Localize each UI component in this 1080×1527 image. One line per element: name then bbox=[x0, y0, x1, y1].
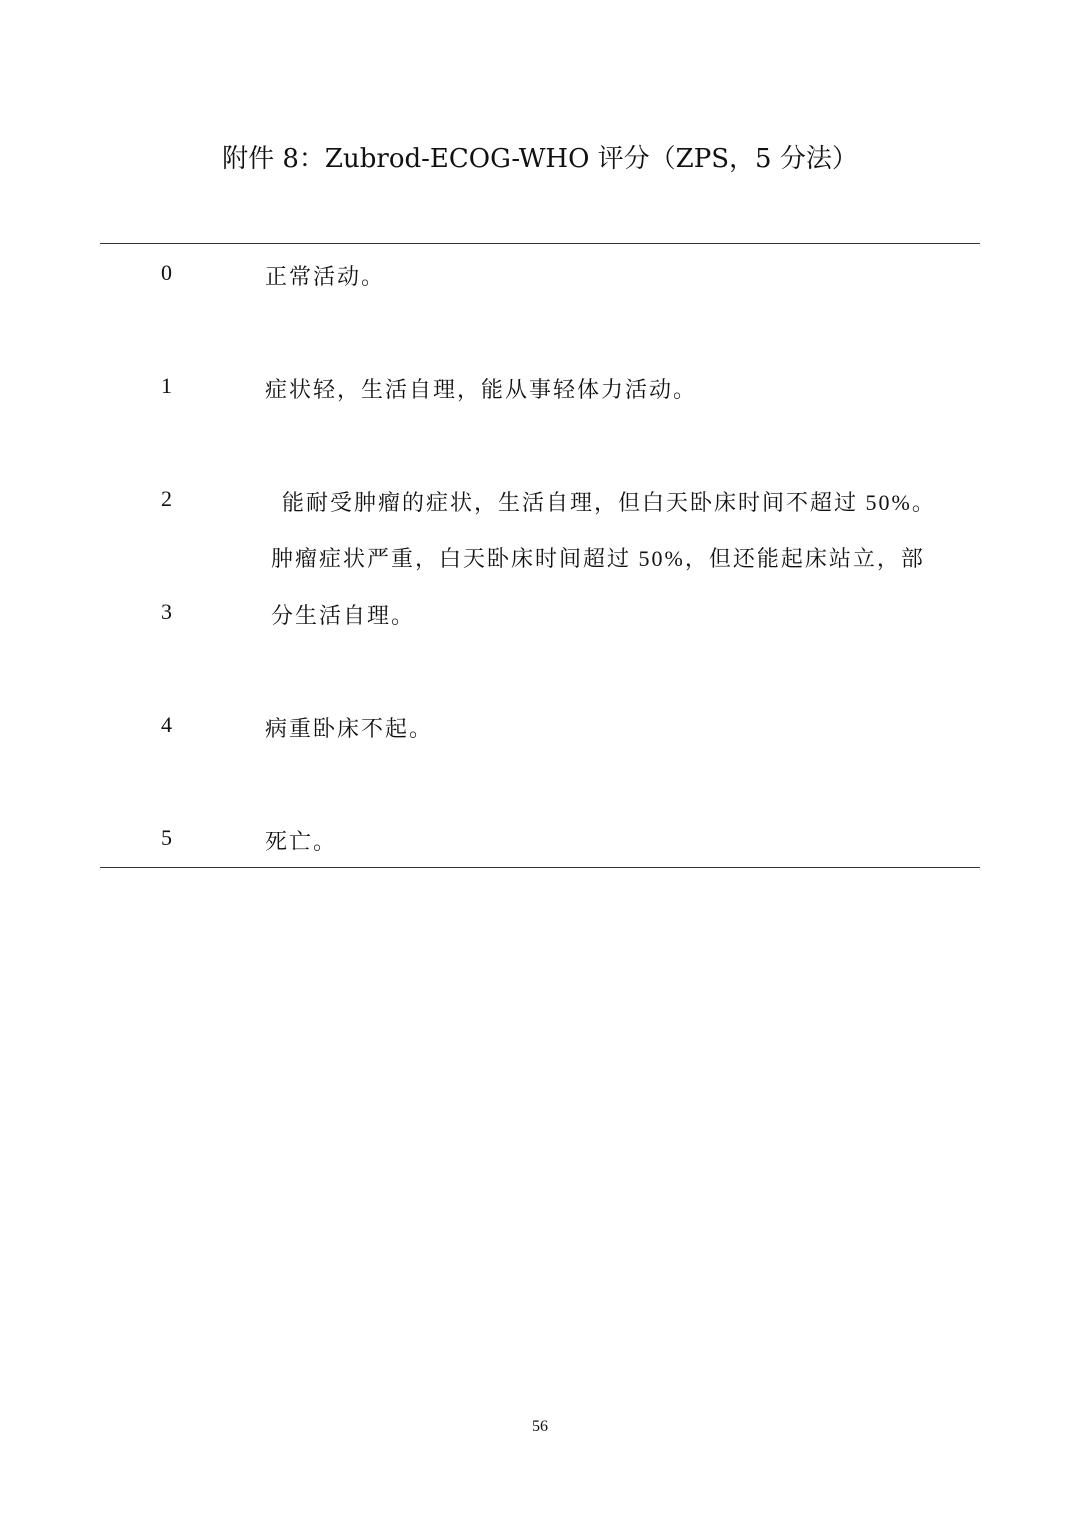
score-value: 4 bbox=[161, 712, 172, 737]
page-number: 56 bbox=[532, 1418, 548, 1435]
score-description: 病重卧床不起。 bbox=[265, 716, 434, 741]
score-value: 3 bbox=[161, 599, 172, 624]
table-top-rule bbox=[100, 243, 980, 244]
score-description-line-2: 分生活自理。 bbox=[271, 603, 416, 628]
score-description: 症状轻，生活自理，能从事轻体力活动。 bbox=[265, 377, 698, 402]
score-description: 正常活动。 bbox=[265, 264, 386, 289]
score-value: 0 bbox=[161, 260, 172, 285]
page-title: 附件 8：Zubrod-ECOG-WHO 评分（ZPS，5 分法） bbox=[222, 144, 858, 174]
score-description-line-1: 肿瘤症状严重，白天卧床时间超过 50%，但还能起床站立，部 bbox=[271, 546, 925, 571]
table-bottom-rule bbox=[100, 867, 980, 868]
score-value: 5 bbox=[161, 825, 172, 850]
score-value: 2 bbox=[161, 486, 172, 511]
score-description: 死亡。 bbox=[265, 829, 338, 854]
score-description: 能耐受肿瘤的症状，生活自理，但白天卧床时间不超过 50%。 bbox=[282, 490, 936, 515]
score-value: 1 bbox=[161, 373, 172, 398]
